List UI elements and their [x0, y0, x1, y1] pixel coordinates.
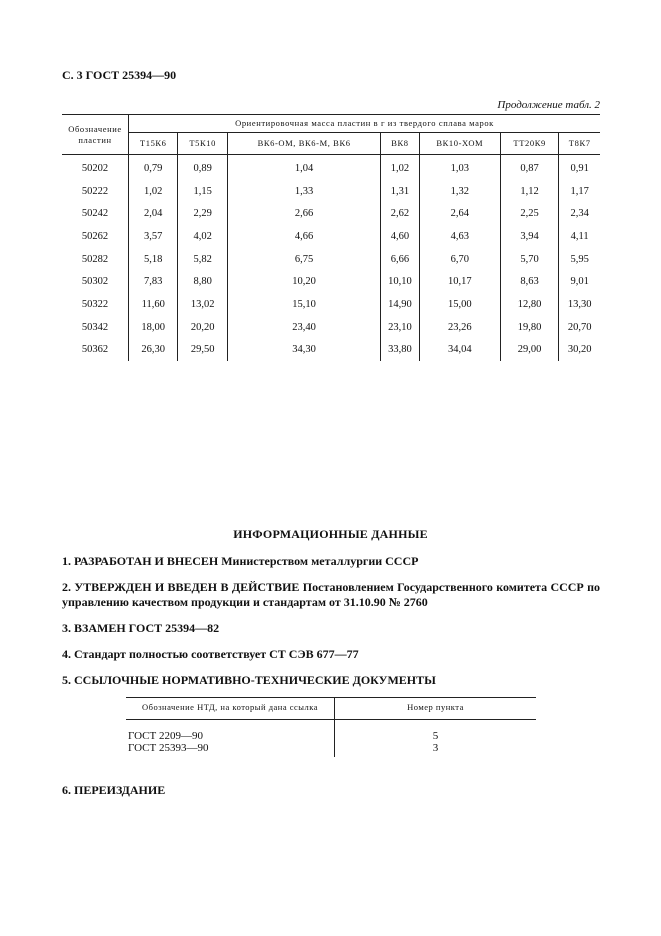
mass-value: 12,80 [500, 293, 559, 316]
mass-value: 9,01 [559, 270, 600, 293]
mass-value: 11,60 [129, 293, 178, 316]
table-row [62, 339, 600, 362]
item-lead: УТВЕРЖДЕН И ВВЕДЕН В ДЕЙСТВИЕ [74, 580, 300, 594]
mass-value: 2,25 [500, 202, 559, 225]
mass-value: 1,31 [381, 180, 420, 203]
mass-value: 1,04 [227, 155, 380, 180]
mass-value: 10,17 [419, 270, 500, 293]
ref-document: ГОСТ 2209—90 [126, 730, 335, 742]
mass-value: 18,00 [129, 316, 178, 339]
mass-value: 1,02 [129, 180, 178, 203]
plate-designation: 50342 [62, 316, 129, 339]
mass-value: 0,87 [500, 155, 559, 180]
mass-value: 15,00 [419, 293, 500, 316]
plate-designation: 50262 [62, 225, 129, 248]
mass-value: 20,70 [559, 316, 600, 339]
column-header: ВК10-ХОМ [419, 133, 500, 155]
mass-value: 1,33 [227, 180, 380, 203]
info-title: ИНФОРМАЦИОННЫЕ ДАННЫЕ [233, 527, 428, 541]
references-table [126, 697, 536, 757]
table-row [62, 270, 600, 293]
designation-header: Обозначение пластин [62, 115, 129, 155]
mass-value: 5,70 [500, 248, 559, 271]
mass-value: 7,83 [129, 270, 178, 293]
mass-value: 5,18 [129, 248, 178, 271]
table-row [62, 155, 600, 180]
mass-value: 3,57 [129, 225, 178, 248]
mass-value: 33,80 [381, 339, 420, 362]
table-row [126, 730, 536, 742]
plate-mass-table [62, 114, 600, 361]
mass-value: 2,66 [227, 202, 380, 225]
mass-value: 8,80 [178, 270, 227, 293]
table-row [62, 248, 600, 271]
item-text: ВЗАМЕН ГОСТ 25394—82 [74, 621, 220, 635]
mass-value: 1,02 [381, 155, 420, 180]
mass-value: 5,95 [559, 248, 600, 271]
table-row [62, 316, 600, 339]
info-item-replaces [62, 621, 600, 636]
refs-col-clause: Номер пункта [335, 698, 537, 720]
column-header: ТТ20К9 [500, 133, 559, 155]
ref-clause: 5 [432, 730, 439, 742]
mass-value: 15,10 [227, 293, 380, 316]
plate-designation: 50362 [62, 339, 129, 362]
mass-value: 0,91 [559, 155, 600, 180]
mass-value: 4,60 [381, 225, 420, 248]
plate-designation: 50282 [62, 248, 129, 271]
item-text: РАЗРАБОТАН И ВНЕСЕН Министерством металлургии СССР [74, 554, 419, 568]
mass-value: 5,82 [178, 248, 227, 271]
mass-value: 26,30 [129, 339, 178, 362]
table-row [126, 742, 536, 757]
plate-designation: 50322 [62, 293, 129, 316]
mass-value: 13,02 [178, 293, 227, 316]
mass-value: 1,15 [178, 180, 227, 203]
mass-value: 0,89 [178, 155, 227, 180]
refs-col-document: Обозначение НТД, на который дана ссылка [126, 698, 335, 720]
plate-designation: 50242 [62, 202, 129, 225]
mass-value: 4,66 [227, 225, 380, 248]
mass-value: 2,34 [559, 202, 600, 225]
info-item-approved [62, 580, 600, 610]
table-row [62, 202, 600, 225]
mass-value: 30,20 [559, 339, 600, 362]
group-header: Ориентировочная масса пластин в г из твердого сплава марок [129, 115, 601, 133]
column-header: ВК8 [381, 133, 420, 155]
column-header: Т15К6 [129, 133, 178, 155]
column-header: Т5К10 [178, 133, 227, 155]
info-item-conformity [62, 647, 600, 662]
item-text: ССЫЛОЧНЫЕ НОРМАТИВНО-ТЕХНИЧЕСКИЕ ДОКУМЕНТЫ [74, 673, 436, 687]
item-number: 3. [62, 621, 71, 635]
mass-value: 13,30 [559, 293, 600, 316]
mass-value: 20,20 [178, 316, 227, 339]
mass-value: 19,80 [500, 316, 559, 339]
mass-value: 2,64 [419, 202, 500, 225]
mass-value: 10,20 [227, 270, 380, 293]
item-text: Стандарт полностью соответствует СТ СЭВ 677—77 [74, 647, 359, 661]
mass-value: 29,50 [178, 339, 227, 362]
item-number: 6. [62, 783, 71, 797]
mass-value: 4,11 [559, 225, 600, 248]
item-number: 2. [62, 580, 71, 594]
plate-designation: 50302 [62, 270, 129, 293]
mass-value: 2,29 [178, 202, 227, 225]
ref-document: ГОСТ 25393—90 [126, 742, 335, 757]
mass-value: 6,75 [227, 248, 380, 271]
column-header: ВК6-ОМ, ВК6-М, ВК6 [227, 133, 380, 155]
page-header: С. 3 ГОСТ 25394—90 [62, 68, 177, 82]
table-row [62, 180, 600, 203]
mass-value: 14,90 [381, 293, 420, 316]
table-row [62, 225, 600, 248]
ref-clause: 3 [432, 742, 439, 754]
item-text: ПЕРЕИЗДАНИЕ [74, 783, 166, 797]
table-row [62, 293, 600, 316]
mass-value: 29,00 [500, 339, 559, 362]
mass-value: 4,02 [178, 225, 227, 248]
mass-value: 2,04 [129, 202, 178, 225]
column-header: Т8К7 [559, 133, 600, 155]
item-number: 4. [62, 647, 71, 661]
mass-value: 1,03 [419, 155, 500, 180]
item-number: 5. [62, 673, 71, 687]
mass-value: 1,17 [559, 180, 600, 203]
info-item-reissue [62, 783, 600, 798]
mass-value: 2,62 [381, 202, 420, 225]
info-item-references [62, 673, 600, 688]
item-number: 1. [62, 554, 71, 568]
item-text: Постановлением Государственного комитета СССР по управлению качеством продукции и стандартам от 31.10.90 № 2760 [62, 580, 601, 609]
mass-value: 3,94 [500, 225, 559, 248]
mass-value: 1,12 [500, 180, 559, 203]
mass-value: 23,40 [227, 316, 380, 339]
info-item-developed [62, 554, 600, 569]
table-continuation-note: Продолжение табл. 2 [497, 99, 600, 111]
mass-value: 1,32 [419, 180, 500, 203]
mass-value: 8,63 [500, 270, 559, 293]
mass-value: 10,10 [381, 270, 420, 293]
mass-value: 23,10 [381, 316, 420, 339]
mass-value: 6,66 [381, 248, 420, 271]
mass-value: 4,63 [419, 225, 500, 248]
mass-value: 6,70 [419, 248, 500, 271]
plate-designation: 50202 [62, 155, 129, 180]
mass-value: 0,79 [129, 155, 178, 180]
plate-designation: 50222 [62, 180, 129, 203]
mass-value: 23,26 [419, 316, 500, 339]
mass-value: 34,04 [419, 339, 500, 362]
mass-value: 34,30 [227, 339, 380, 362]
